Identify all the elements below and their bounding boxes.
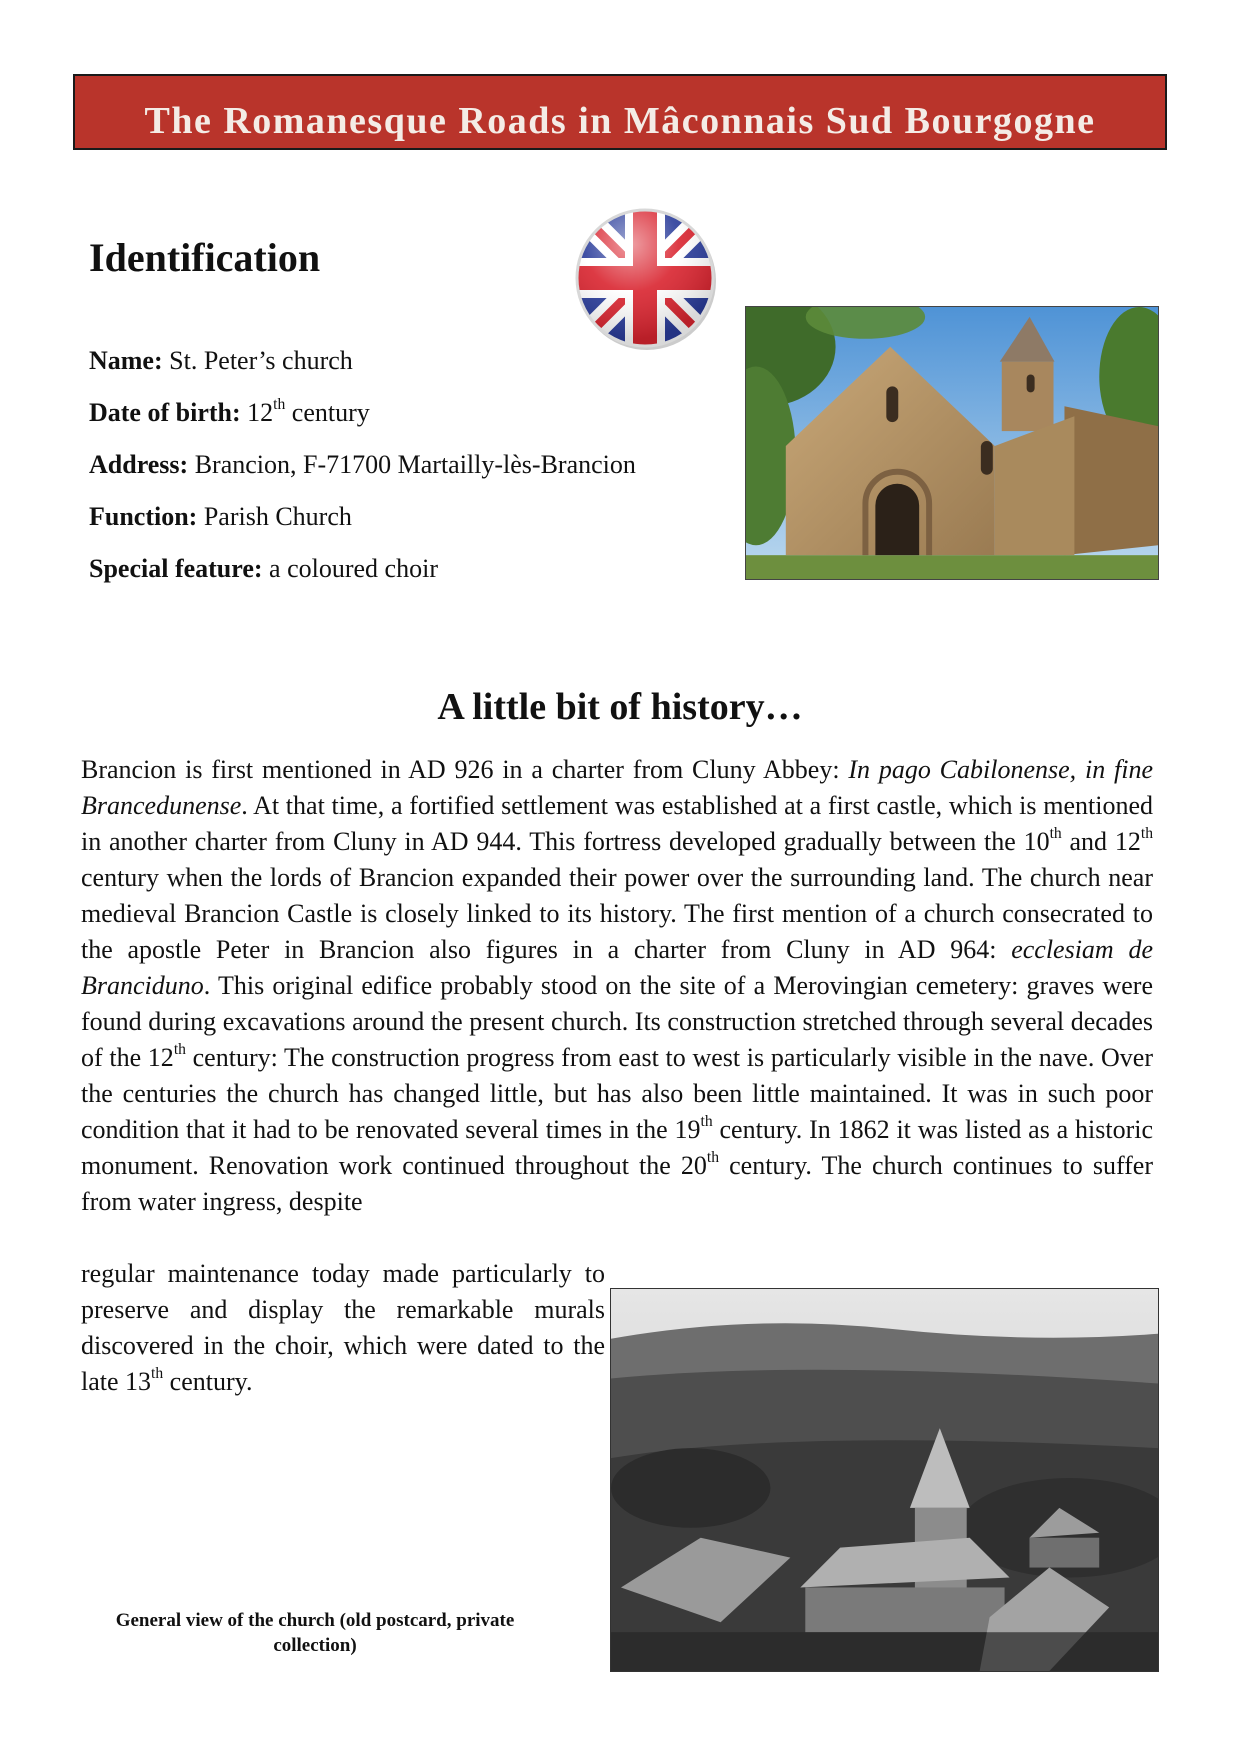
history-text-5: . This original edifice probably stood on the site of a Merovingian cemetery: graves were found during excavations around the present church. Its construction stretched through several decades of the 12 [81,971,1153,1072]
field-function-label: Function: [89,502,198,531]
field-name-label: Name: [89,346,163,375]
field-special-feature [89,552,729,604]
history-text-7: century. In 1862 it was listed as a historic monument. Renovation work continued throughout the 20 [81,1115,1154,1180]
field-address-value: Brancion, F-71700 Martailly-lès-Brancion [194,450,636,479]
history-text-10: century. [163,1367,253,1396]
field-feature-value: a coloured choir [269,554,438,583]
postcard-photo [610,1288,1159,1672]
identification-fields [89,344,729,604]
church-photo [745,306,1159,580]
postcard-caption: General view of the church (old postcard, private collection) [115,1610,515,1656]
field-function-value: Parish Church [203,502,352,531]
field-date-rest: century [291,398,370,427]
history-text-3: and 12 [1061,827,1141,856]
field-date-of-birth [89,396,729,448]
ordinal-suffix: th [151,1365,164,1383]
ordinal-suffix: th [173,1041,186,1059]
history-latin-quote-1: In pago Cabilonense, in fine Brancedunense [81,755,1153,820]
history-text-9: regular maintenance today made particularly to preserve and display the remarkable murals discovered in the choir, which were dated to the late 13 [81,1259,605,1396]
history-text-6: century: The construction progress from east to west is particularly visible in the nave. Over the centuries the church has changed little, but has also been little maintained. It was in such poor condition that it had to be renovated several times in the 19 [81,1043,1153,1144]
ordinal-suffix: th [1140,825,1153,843]
history-text-4: century when the lords of Brancion expanded their power over the surrounding land. The church near medieval Brancion Castle is closely linked to its history. The first mention of a church consecrated to the apostle Peter in Brancion also figures in a charter from Cluny in AD 964: [81,863,1153,964]
union-jack-flag-icon [570,203,720,353]
history-paragraph [81,752,1153,1220]
history-paragraph-continued [81,1256,605,1400]
history-latin-quote-2: ecclesiam de Branciduno [81,935,1153,1000]
page-title: The Romanesque Roads in Mâconnais Sud Bourgogne [144,100,1096,142]
ordinal-suffix: th [706,1149,720,1167]
identification-heading: Identification [89,235,321,280]
ordinal-suffix: th [1049,825,1062,843]
field-name-value: St. Peter’s church [169,346,353,375]
header-banner [73,74,1167,150]
field-name [89,344,729,396]
field-address-label: Address: [89,450,189,479]
field-date-number: 12 [247,398,274,427]
field-address [89,448,729,500]
history-text-1: Brancion is first mentioned in AD 926 in a charter from Cluny Abbey: [81,755,849,784]
field-feature-label: Special feature: [89,554,263,583]
history-heading: A little bit of history… [437,686,803,728]
history-text-2: . At that time, a fortified settlement was established at a first castle, which is mentioned in another charter from Cluny in AD 944. This fortress developed gradually between the 10 [81,791,1153,856]
field-function [89,500,729,552]
ordinal-suffix: th [700,1113,713,1131]
history-text-8: century. The church continues to suffer from water ingress, despite [81,1151,1153,1216]
field-date-label: Date of birth: [89,398,241,427]
field-date-suffix: th [273,396,286,414]
